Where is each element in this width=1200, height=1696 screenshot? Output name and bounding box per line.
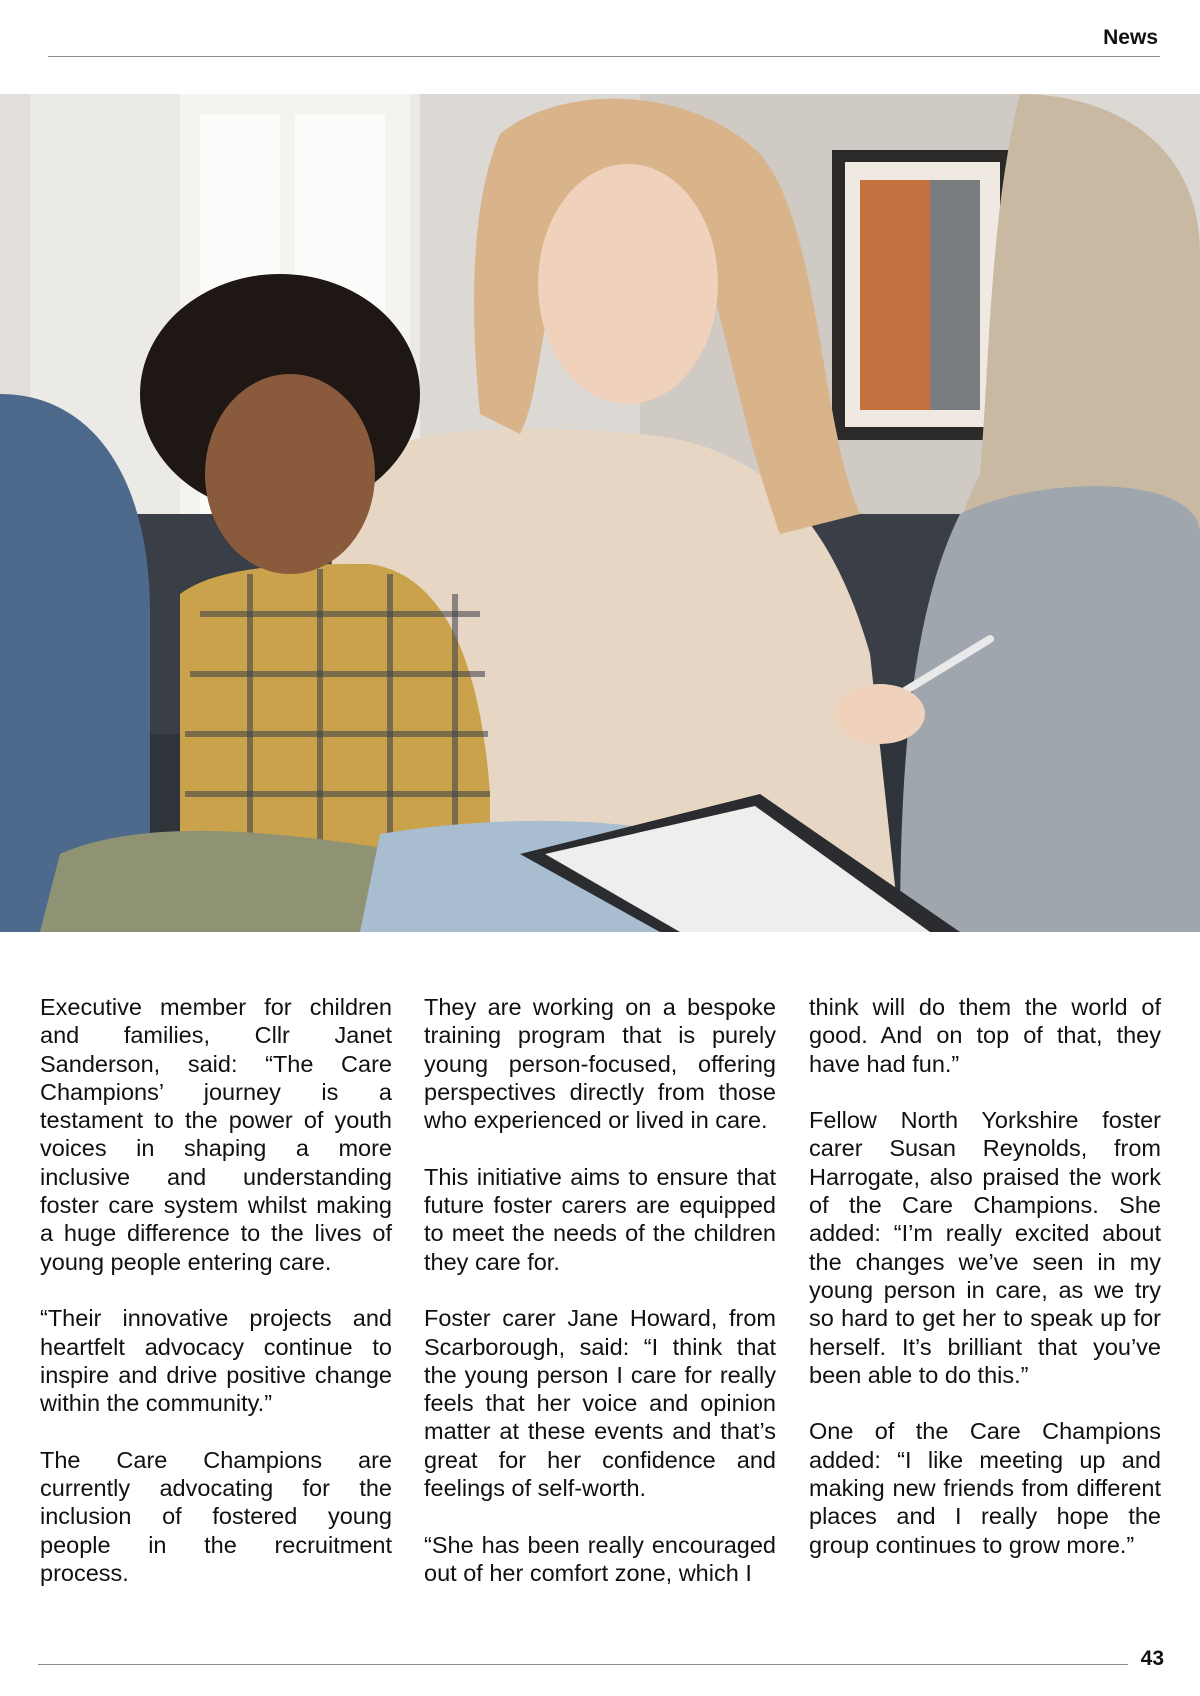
paragraph: One of the Care Champions added: “I like meeting up and making new friends from different places and I really hope the group continues to grow more.” xyxy=(809,1418,1161,1558)
paragraph: “Their innovative projects and heartfelt advocacy continue to inspire and drive positive change within the community.” xyxy=(40,1305,392,1417)
paragraph: This initiative aims to ensure that future foster carers are equipped to meet the needs of the children they care for. xyxy=(424,1163,776,1275)
paragraph: They are working on a bespoke training program that is purely young person-focused, offering perspectives directly from those who experienced or lived in care. xyxy=(424,994,776,1134)
paragraph: “She has been really encouraged out of her comfort zone, which I xyxy=(424,1531,776,1586)
section-label: News xyxy=(1103,26,1158,49)
paragraph: Foster carer Jane Howard, from Scarborough, said: “I think that the young person I care for really feels that her voice and opinion matter at these events and that’s great for her confidence and feelings of self-worth. xyxy=(424,1305,776,1502)
page-number: 43 xyxy=(1140,1647,1164,1670)
paragraph: Fellow North Yorkshire foster carer Susan Reynolds, from Harrogate, also praised the work of the Care Champions. She added: “I’m really excited about the changes we’ve seen in my young person in care, as we try so hard to get her to speak up for herself. It’s brilliant that you’ve been able to do this.” xyxy=(809,1107,1161,1388)
paragraph: Executive member for children and families, Cllr Janet Sanderson, said: “The Care Champions’ journey is a testament to the power of youth voices in shaping a more inclusive and understanding foster care system whilst making a huge difference to the lives of young people entering care. xyxy=(40,994,392,1275)
article-body xyxy=(40,993,1160,1593)
family-meeting-photo xyxy=(0,94,1200,932)
header-divider xyxy=(48,56,1160,57)
article-column-3 xyxy=(809,993,1161,1587)
article-column-2 xyxy=(424,993,776,1616)
article-column-1 xyxy=(40,993,392,1616)
photo-illustration xyxy=(0,94,1200,932)
paragraph: think will do them the world of good. And on top of that, they have had fun.” xyxy=(809,994,1161,1077)
paragraph: The Care Champions are currently advocating for the inclusion of fostered young people in the recruitment process. xyxy=(40,1446,392,1586)
footer-divider xyxy=(38,1664,1128,1665)
